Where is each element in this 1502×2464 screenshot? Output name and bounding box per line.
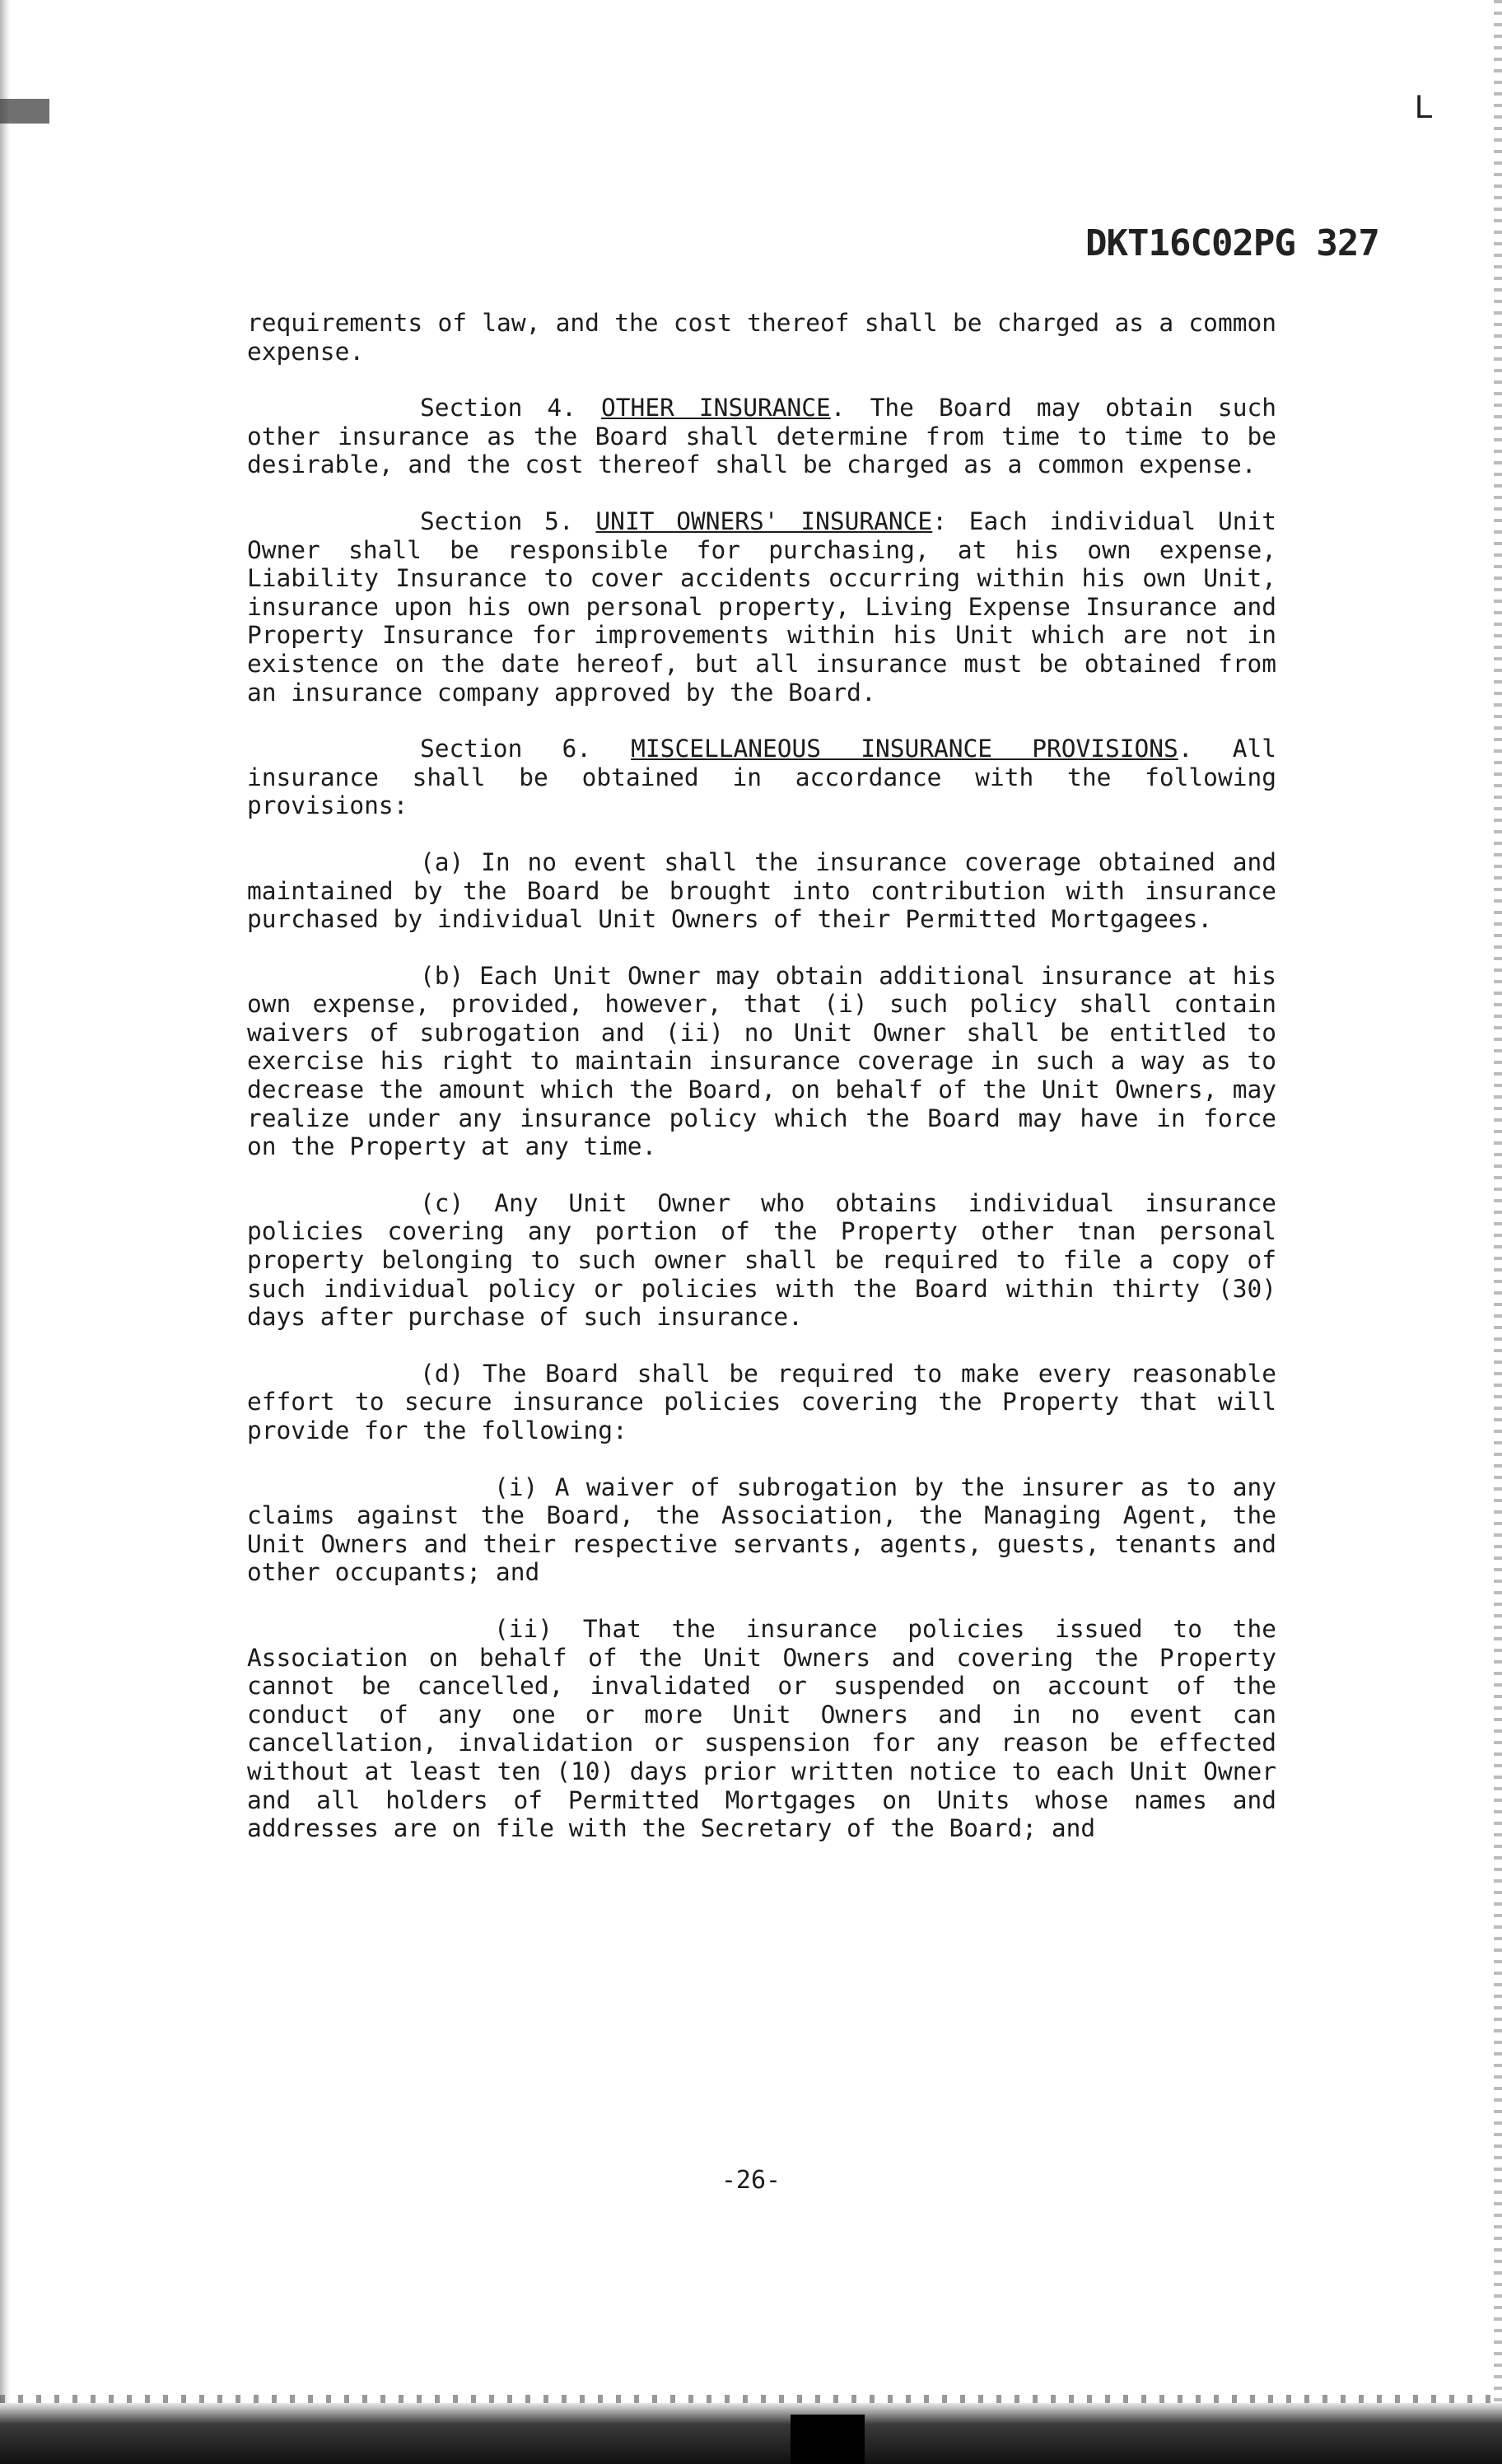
section-number: Section 5.	[420, 506, 596, 535]
provision-d-ii	[247, 1615, 1276, 1843]
provision-label: (c)	[420, 1188, 495, 1217]
paragraph-text: . All insurance shall be obtained in accordance with the following provisions:	[247, 735, 1276, 820]
paragraph-text: Any Unit Owner who obtains individual insurance policies covering any portion of the Property other tnan personal property belonging to such owner shall be required to file a copy of such individual policy or policies with the Board within thirty (30) days after purchase of such insurance.	[247, 1188, 1276, 1332]
paragraph-text: A waiver of subrogation by the insurer as to any claims against the Board, the Association, the Managing Agent, the Unit Owners and their respective servants, agents, guests, tenants and other occupants; and	[247, 1472, 1276, 1587]
scan-left-edge	[0, 0, 10, 2464]
book-page-stamp: DKT16C02PG 327	[1085, 222, 1379, 264]
provision-d	[247, 1360, 1276, 1445]
paragraph-text: : Each individual Unit Owner shall be responsible for purchasing, at his own expense, Liability Insurance to cover accidents occurring within his own Unit, insurance upon his own personal property, Living Expense Insurance and Property Insurance for improvements within his Unit which are not in existence on the date hereof, but all insurance must be obtained from an insurance company approved by the Board.	[247, 506, 1277, 707]
paragraph-text: That the insurance policies issued to the Association on behalf of the Unit Owners and covering the Property cannot be cancelled, invalidated or suspended on account of the conduct of any one or more Unit Owners and in no event can cancellation, invalidation or suspension for any reason be effected without at least ten (10) days prior written notice to each Unit Owner and all holders of Permitted Mortgages on Units whose names and addresses are on file with the Secretary of the Board; and	[247, 1614, 1276, 1843]
provision-c	[247, 1189, 1276, 1332]
section-number: Section 4.	[420, 394, 602, 422]
provision-d-i	[247, 1473, 1276, 1587]
section-heading: MISCELLANEOUS INSURANCE PROVISIONS	[631, 735, 1178, 763]
document-body	[247, 309, 1276, 1871]
paragraph-text: Each Unit Owner may obtain additional insurance at his own expense, provided, however, that (i) such policy shall contain waivers of subrogation and (ii) no Unit Owner shall be entitled to exercise his right to maintain insurance coverage in such a way as to decrease the amount which the Board, on behalf of the Unit Owners, may realize under any insurance policy which the Board may have in force on the Property at any time.	[247, 961, 1276, 1161]
scan-bottom-band	[0, 2403, 1502, 2464]
corner-mark: L	[1415, 89, 1434, 125]
section-5	[247, 507, 1276, 707]
paragraph-text: In no event shall the insurance coverage obtained and maintained by the Board be brought into contribution with insurance purchased by individual Unit Owners of their Permitted Mortgagees.	[247, 847, 1277, 934]
section-number: Section 6.	[420, 735, 632, 763]
paragraph-text: The Board shall be required to make every reasonable effort to secure insurance policies covering the Property that will provide for the following:	[247, 1359, 1277, 1444]
scan-bottom-tab	[791, 2415, 865, 2464]
paragraph-text: . The Board may obtain such other insurance as the Board shall determine from time to time to be desirable, and the cost thereof shall be charged as a common expense.	[247, 394, 1276, 479]
section-heading: OTHER INSURANCE	[601, 394, 831, 422]
section-6	[247, 735, 1276, 820]
section-4	[247, 394, 1276, 479]
provision-label: (b)	[420, 961, 480, 990]
provision-b	[247, 962, 1276, 1161]
section-heading: UNIT OWNERS' INSURANCE	[595, 506, 933, 535]
provision-label: (a)	[420, 847, 482, 876]
scan-top-mark	[0, 99, 49, 124]
provision-a	[247, 848, 1276, 934]
provision-label: (ii)	[494, 1614, 583, 1643]
paragraph-continuation	[247, 309, 1276, 366]
paragraph-text: requirements of law, and the cost thereof shall be charged as a common expense.	[247, 309, 1276, 366]
page-number: -26-	[721, 2166, 781, 2195]
provision-label: (i)	[494, 1472, 555, 1501]
scan-right-edge	[1494, 0, 1502, 2464]
provision-label: (d)	[420, 1359, 483, 1388]
